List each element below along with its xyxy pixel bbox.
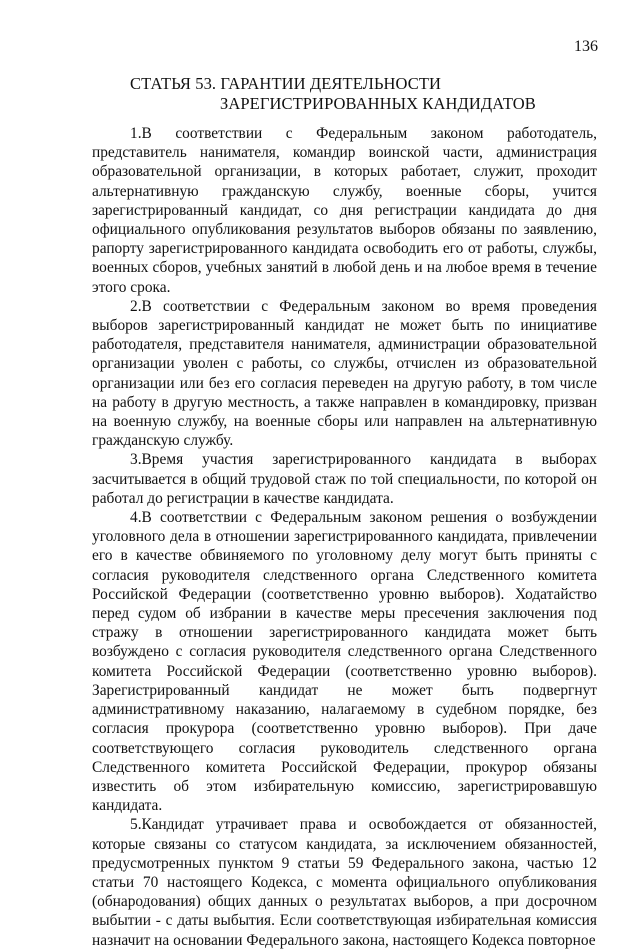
article-body xyxy=(92,124,597,950)
paragraph-2: 2.В соответствии с Федеральным законом во время проведения выборов зарегистрированный кандидат не может быть по инициативе работодателя, представителя нанимателя, администрации образовательной организации уволен с работы, со службы, отчислен из образовательной организации или без его согласия переведен на другую работу, в том числе на работу в другую местность, а также направлен в командировку, призван на военную службу, на военные сборы или направлен на альтернативную гражданскую службу. xyxy=(92,297,597,450)
article-title-line-2: ЗАРЕГИСТРИРОВАННЫХ КАНДИДАТОВ xyxy=(220,94,536,113)
paragraph-5: 5.Кандидат утрачивает права и освобождается от обязанностей, которые связаны со статусом кандидата, за исключением обязанностей, предусмотренных пунктом 9 статьи 59 Федерального закона, частью 12 статьи 70 настоящего Кодекса, с момента официального опубликования (обнародования) общих данных о результатах выборов, а при досрочном выбытии - с даты выбытия. Если соответствующая избирательная комиссия назначит на основании Федерального закона, настоящего Кодекса повторное xyxy=(92,816,597,949)
paragraph-4: 4.В соответствии с Федеральным законом решения о возбуждении уголовного дела в отношении зарегистрированного кандидата, привлечении его в качестве обвиняемого по уголовному делу могут быть приняты с согласия руководителя следственного органа Следственного комитета Российской Федерации (соответственно уровню выборов). Ходатайство перед судом об избрании в качестве меры пресечения заключения под стражу в отношении зарегистрированного кандидата может быть возбуждено с согласия руководителя следственного органа Следственного комитета Российской Федерации (соответственно уровню выборов). Зарегистрированный кандидат не может быть подвергнут административному наказанию, налагаемому в судебном порядке, без согласия прокурора (соответственно уровню выборов). При даче соответствующего согласия руководитель следственного органа Следственного комитета Российской Федерации, прокурор обязаны известить об этом избирательную комиссию, зарегистрировавшую кандидата. xyxy=(92,509,597,815)
article-title-line-1: СТАТЬЯ 53. ГАРАНТИИ ДЕЯТЕЛЬНОСТИ xyxy=(130,74,442,93)
paragraph-1: 1.В соответствии с Федеральным законом работодатель, представитель нанимателя, командир воинской части, администрация образовательной организации, в которых работает, служит, проходит альтернативную гражданскую службу, военные сборы, учится зарегистрированный кандидат, со дня регистрации кандидата до дня официального опубликования результатов выборов обязаны по заявлению, рапорту зарегистрированного кандидата освободить его от работы, службы, военных сборов, учебных занятий в любой день и на любое время в течение этого срока. xyxy=(92,125,597,296)
page-number: 136 xyxy=(574,38,598,55)
paragraph-3: 3.Время участия зарегистрированного кандидата в выборах засчитывается в общий трудовой стаж по той специальности, по которой он работал до регистрации в качестве кандидата. xyxy=(92,451,597,507)
article-title xyxy=(92,74,562,114)
